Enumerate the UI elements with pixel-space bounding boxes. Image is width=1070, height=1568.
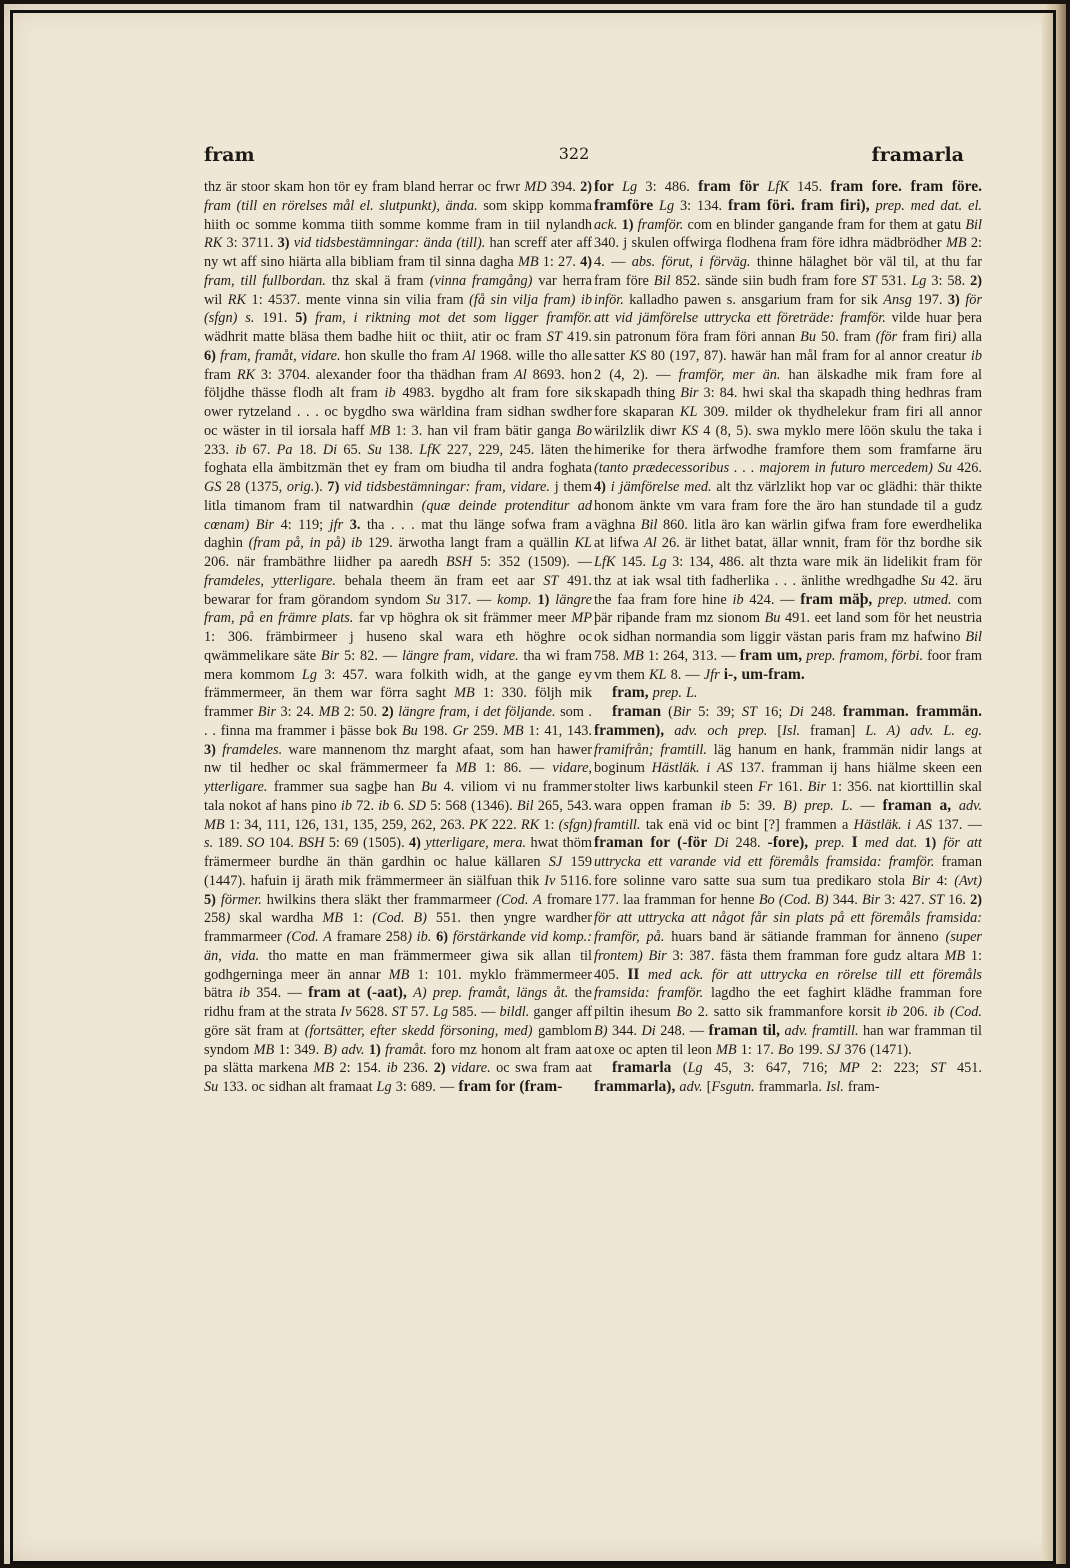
entry-paragraph: framan (Bir 5: 39; ST 16; Di 248. framman. frammän. frammen), adv. och prep. [Isl. framan] L. A) adv. L. eg. framifrån; framtill. läg hanum en hank, frammän nidir langs at boginum Hästläk. i AS 137. framman ij hans hiälme skeen een stolter liws karbunkil steen Fr 161. Bir 1: 356. nat kiorttillin skal wara oppen framan ib 5: 39. B) prep. L. — framan a, adv. framtill. tak enä vid oc bint [?] frammen a Hästläk. i AS 137. — framan for (-för Di 248. -fore), prep. I med dat. 1) för att uttrycka ett varande vid ett föremåls framsida: framför. framan fore solinne varo satte sua sum tua predikaro stola Bir 4: (Avt) 177. laa framman for henne Bo (Cod. B) 344. Bir 3: 427. ST 16. 2) för att uttrycka att något får sin plats på ett föremåls framsida: framför, på. huars band är sätiande framman for änneno (super frontem) Bir 3: 387. fästa them framman fore gudz altara MB 1: 405. II med ack. för att uttrycka en rörelse till ett föremåls framsida: framför. lagdho the eet faghirt klädhe framman fore piltin ihesum Bo 2. satto sik frammanfore korsit ib 206. ib (Cod. B) 344. Di 248. — framan til, adv. framtill. han war framman til oxe oc apten til leon MB 1: 17. Bo 199. SJ 376 (1471). bbox=[594, 703, 982, 1058]
header-right-headword: framarla bbox=[871, 144, 964, 166]
entry-paragraph: fram, prep. L. bbox=[612, 684, 698, 702]
entry-paragraph: for Lg 3: 486. fram för LfK 145. fram fore. fram före. framföre Lg 3: 134. fram föri. fram firi), prep. med dat. el. ack. 1) framför. com en blinder gangande fram for them at gatu Bil 340. j skulen offwirga flodhena fram före idhra mädbrödher MB 2: 4. — abs. förut, i förväg. thinne hälaghet bör väl til, at thu far fram före Bil 852. sände siin budh fram fore ST 531. Lg 3: 58. 2) inför. kalladho pawen s. ansgarium fram for sik Ansg 197. 3) för att vid jämförelse uttrycka ett företräde: framför. vilde huar þera sin patronum föra fram föri annan Bu 50. fram (för fram firi) alla satter KS 80 (197, 87). hawär han mål fram for al annor creatur ib 2 (4, 2). — framför, mer än. han älskadhe mik fram fore al skapadh thing Bir 3: 84. hwi skal tha skapadh thing hedhras fram fore skaparan KL 309. milder ok thydhelekur fram firi all annor wärilzlik diwr KS 4 (8, 5). swa myklo mere löön skulu the taka i himerike for thera ärfwodhe framfore them som framfarne äru (tanto prædecessoribus . . . majorem in futuro mercedem) Su 426. 4) i jämförelse med. alt thz värlzlikt hop var oc glädhi: thär thikte honom änkte vm vara fram fore the äro han stundade til a gudz väghna Bil 860. litla äro kan wärlin gifwa fram fore ewerdhelika at lifwa Al 26. är lithet batat, ällar wnnit, fram för thz bordhe sik LfK 145. Lg 3: 134, 486. alt thzta ware mik än lidelikit fram för thz at iak wsal tith fadherlika . . . änlithe wredhgadhe Su 42. äru the faa fram fore hine ib 424. — fram mäþ, prep. utmed. com þär riþande fram mz sionom Bu 491. eet land som för het neustria ok sidhan normandia som liggir västan paris fram mz hafwino Bil 758. MB 1: 264, 313. — fram um, prep. framom, förbi. foor fram vm them KL 8. — Jfr i-, um-fram. bbox=[594, 178, 982, 683]
header-left-headword: fram bbox=[204, 144, 255, 166]
running-header bbox=[204, 144, 964, 170]
entry-paragraph: framarla (Lg 45, 3: 647, 716; MP 2: 223; ST 451. frammarla), adv. [Fsgutn. frammarla. Isl. fram- bbox=[594, 1059, 982, 1095]
left-column bbox=[204, 178, 592, 1388]
entry-paragraph: thz är stoor skam hon tör ey fram bland herrar oc frwr MD 394. 2) fram (till en rörelses mål el. slutpunkt), ända. som skipp komma hiith oc somme komma tiith somme komme fram in tiil nylandh RK 3: 3711. 3) vid tidsbestämningar: ända (till). han screff ater aff ny wt aff sino hiärta alla bibliam fram til sinna dagha MB 1: 27. 4) fram, till fullbordan. thz skal ä fram (vinna framgång) var herra wil RK 1: 4537. mente vinna sin vilia fram (få sin vilja fram) ib (sfgn) s. 191. 5) fram, i riktning mot det som ligger framför. wädhrit matte bläsa them badhe hiit oc thiit, atir oc fram ST 419. 6) fram, framåt, vidare. hon skulle tho fram Al 1968. wille tho alle fram RK 3: 3704. alexander foor tha thädhan fram Al 8693. hon följdhe thässe flodh alt fram ib 4983. bygdho alt fram fore sik ower rytzeland . . . oc bygdho swa wärldina fram sidhan swdher oc wäster in til iorsala haff MB 1: 3. han vil fram bätir ganga Bo 233. ib 67. Pa 18. Di 65. Su 138. LfK 227, 229, 245. läten the foghata ella ämbitzmän thet ey fram om biudha til andra foghata GS 28 (1375, orig.). 7) vid tidsbestämningar: fram, vidare. j them litla timanom fram til natwardhin (quæ deinde protenditur ad cœnam) Bir 4: 119; jfr 3. tha . . . mat thu länge sofwa fram a daghin (fram på, in på) ib 129. ärwotha langt fram a quällin KL 206. när frambäthre liidher pa aaredh BSH 5: 352 (1509). — framdeles, ytterligare. behala theem än fram eet aar ST 491. bewarar for fram görandom syndom Su 317. — komp. 1) längre fram, på en främre plats. far vp höghra ok sit främmer meer MP 1: 306. främbirmeer j huseno skal wara eth höghre oc qwämmelikare säte Bir 5: 82. — längre fram, vidare. tha wi fram mera kommom Lg 3: 457. wara folkith widh, at the gange ey främmermeer, än them war förra saght MB 1: 330. följh mik frammer Bir 3: 24. MB 2: 50. 2) längre fram, i det följande. som . . . finna ma frammer i þässe bok Bu 198. Gr 259. MB 1: 41, 143. 3) framdeles. ware mannenom thz marght afaat, som han hawer nw til hedher oc skal främmermeer fa MB 1: 86. — vidare, ytterligare. frammer sua sagþe han Bu 4. viliom vi nu frammer tala nokot af hans pino ib 72. ib 6. SD 5: 568 (1346). Bil 265, 543. MB 1: 34, 111, 126, 131, 135, 259, 262, 263. PK 222. RK 1: (sfgn) s. 189. SO 104. BSH 5: 69 (1505). 4) ytterligare, mera. hwat thöm främermeer burdhe än thän gardhin oc halue källaren SJ 159 (1447). hafuin ij ärath mik främmermeer än siälfuan thik Iv 5116. 5) förmer. hwilkins thera släkt ther frammarmeer (Cod. A fromare 258) skal wardha MB 1: (Cod. B) 551. then yngre wardher frammarmeer (Cod. A framare 258) ib. 6) förstärkande vid komp.: än, vida. tho matte en man främmermeer giwa sik allan til godhgerninga meer än annar MB 1: 101. myklo främmermeer bätra ib 354. — fram at (-aat), A) prep. framåt, längs åt. the ridhu fram at the strata Iv 5628. ST 57. Lg 585. — bildl. ganger aff göre sät fram at (fortsätter, efter skedd försoning, med) gamblom syndom MB 1: 349. B) adv. 1) framåt. foro mz honom alt fram aat pa slätta markena MB 2: 154. ib 236. 2) vidare. oc swa fram aat Su 133. oc sidhan alt framaat Lg 3: 689. — fram for (fram- bbox=[204, 179, 592, 1095]
right-column bbox=[594, 178, 982, 1388]
page-number: 322 bbox=[558, 144, 590, 163]
book-page bbox=[4, 4, 1066, 1564]
